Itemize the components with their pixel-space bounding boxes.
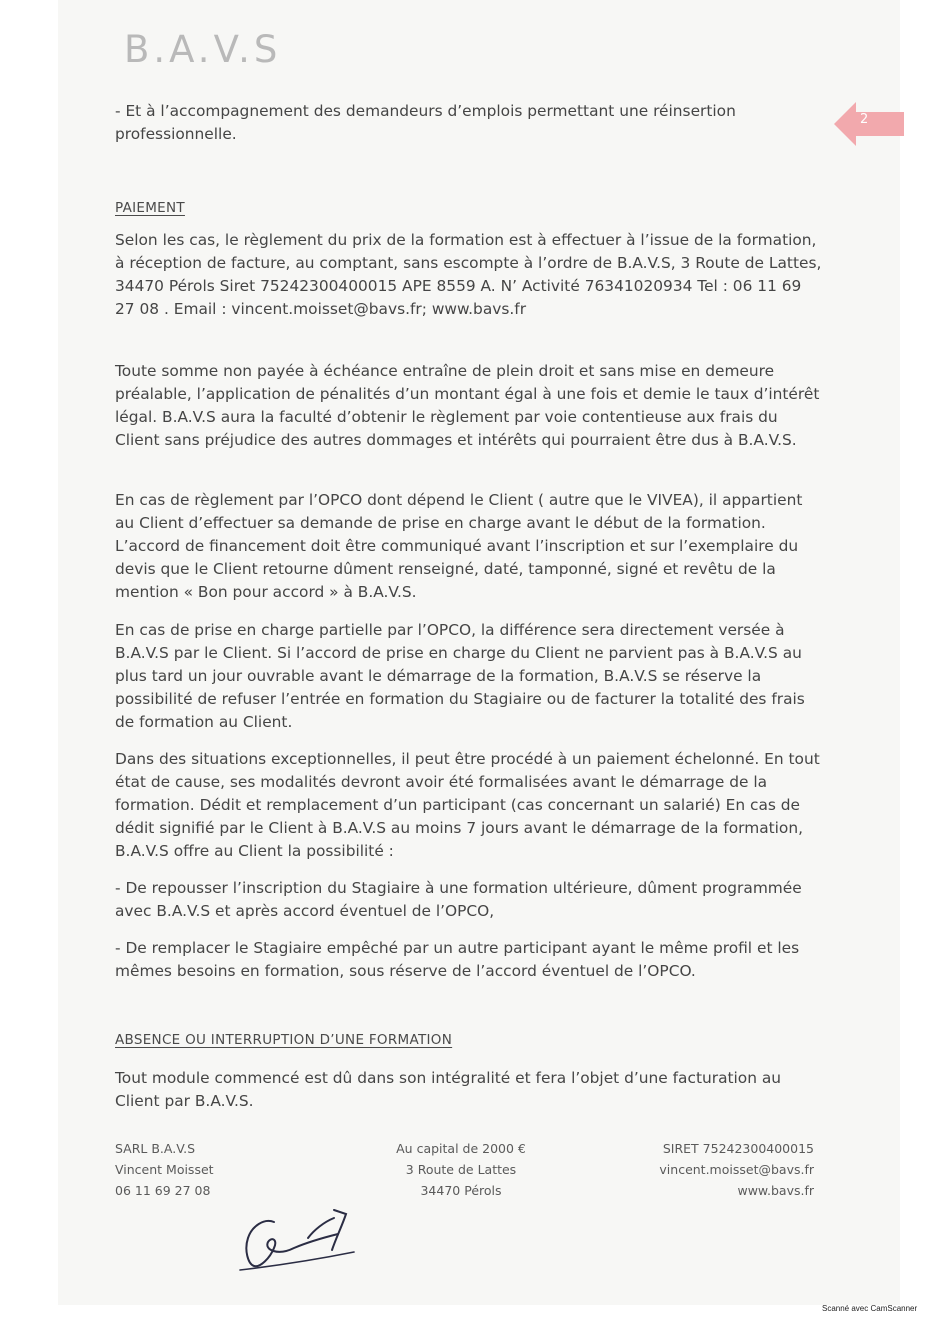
footer-line: www.bavs.fr: [737, 1183, 814, 1198]
paiement-paragraph: Selon les cas, le règlement du prix de la formation est à effectuer à l’issue de la formation, à réception de facture, au comptant, sans escompte à l’ordre de B.A.V.S, 3 Route de Lattes, 34470 Pérols Siret 75242300400015 APE 8559 A. N’ Activité 76341020934 Tel : 06 11 69 27 08 . Email : vincent.moisset@bavs.fr; www.bavs.fr: [115, 231, 822, 318]
intro-paragraph: - Et à l’accompagnement des demandeurs d’emplois permettant une réinsertion professionnelle.: [115, 102, 736, 143]
footer-line: Au capital de 2000 €: [396, 1141, 526, 1156]
paiement-list-item: - De remplacer le Stagiaire empêché par un autre participant ayant le même profil et les mêmes besoins en formation, sous réserve de l’accord éventuel de l’OPCO.: [115, 939, 800, 980]
paiement-paragraph: En cas de prise en charge partielle par l’OPCO, la différence sera directement versée à B.A.V.S par le Client. Si l’accord de prise en charge du Client ne parvient pas à B.A.V.S au plus tard un jour ouvrable avant le démarrage de la formation, B.A.V.S se réserve la possibilité de refuser l’entrée en formation du Stagiaire ou de facturer la totalité des frais de formation au Client.: [115, 621, 805, 731]
footer-line: 3 Route de Lattes: [405, 1162, 517, 1177]
handwritten-signature: [234, 1204, 364, 1274]
footer-line: 06 11 69 27 08: [115, 1183, 211, 1198]
section-heading-paiement: PAIEMENT: [115, 200, 185, 216]
paiement-paragraph: En cas de règlement par l’OPCO dont dépend le Client ( autre que le VIVEA), il appartient au Client d’effectuer sa demande de prise en charge avant le début de la formation. L’accord de financement doit être communiqué avant l’inscription et sur l’exemplaire du devis que le Client retourne dûment renseigné, daté, tamponné, signé et revêtu de la mention « Bon pour accord » à B.A.V.S.: [115, 491, 803, 601]
scanner-watermark: Scanné avec CamScanner: [822, 1304, 918, 1313]
footer-contact: [620, 1138, 814, 1201]
brand-logo: B.A.V.S: [124, 28, 282, 71]
footer-company-info: [115, 1138, 214, 1201]
footer-line: Vincent Moisset: [115, 1162, 214, 1177]
footer-line: vincent.moisset@bavs.fr: [659, 1162, 814, 1177]
footer-address: [376, 1138, 546, 1201]
page-number-arrow-icon: [834, 100, 906, 148]
footer-line: 34470 Pérols: [420, 1183, 502, 1198]
paiement-paragraph: Toute somme non payée à échéance entraîne de plein droit et sans mise en demeure préalable, l’application de pénalités d’un montant égal à une fois et demie le taux d’intérêt légal. B.A.V.S aura la faculté d’obtenir le règlement par voie contentieuse aux frais du Client sans préjudice des autres dommages et intérêts qui pourraient être dus à B.A.V.S.: [115, 362, 820, 449]
absence-paragraph: Tout module commencé est dû dans son intégralité et fera l’objet d’une facturation au Client par B.A.V.S.: [115, 1069, 782, 1110]
footer-line: SARL B.A.V.S: [115, 1141, 196, 1156]
paiement-paragraph: Dans des situations exceptionnelles, il peut être procédé à un paiement échelonné. En tout état de cause, ses modalités devront avoir été formalisées avant le démarrage de la formation. Dédit et remplacement d’un participant (cas concernant un salarié) En cas de dédit signifié par le Client à B.A.V.S au moins 7 jours avant le démarrage de la formation, B.A.V.S offre au Client la possibilité :: [115, 750, 820, 860]
footer-line: SIRET 75242300400015: [662, 1141, 814, 1156]
section-heading-absence: ABSENCE OU INTERRUPTION D’UNE FORMATION: [115, 1032, 453, 1048]
page-number: 2: [860, 112, 869, 127]
paiement-list-item: - De repousser l’inscription du Stagiaire à une formation ultérieure, dûment programmée avec B.A.V.S et après accord éventuel de l’OPCO,: [115, 879, 802, 920]
